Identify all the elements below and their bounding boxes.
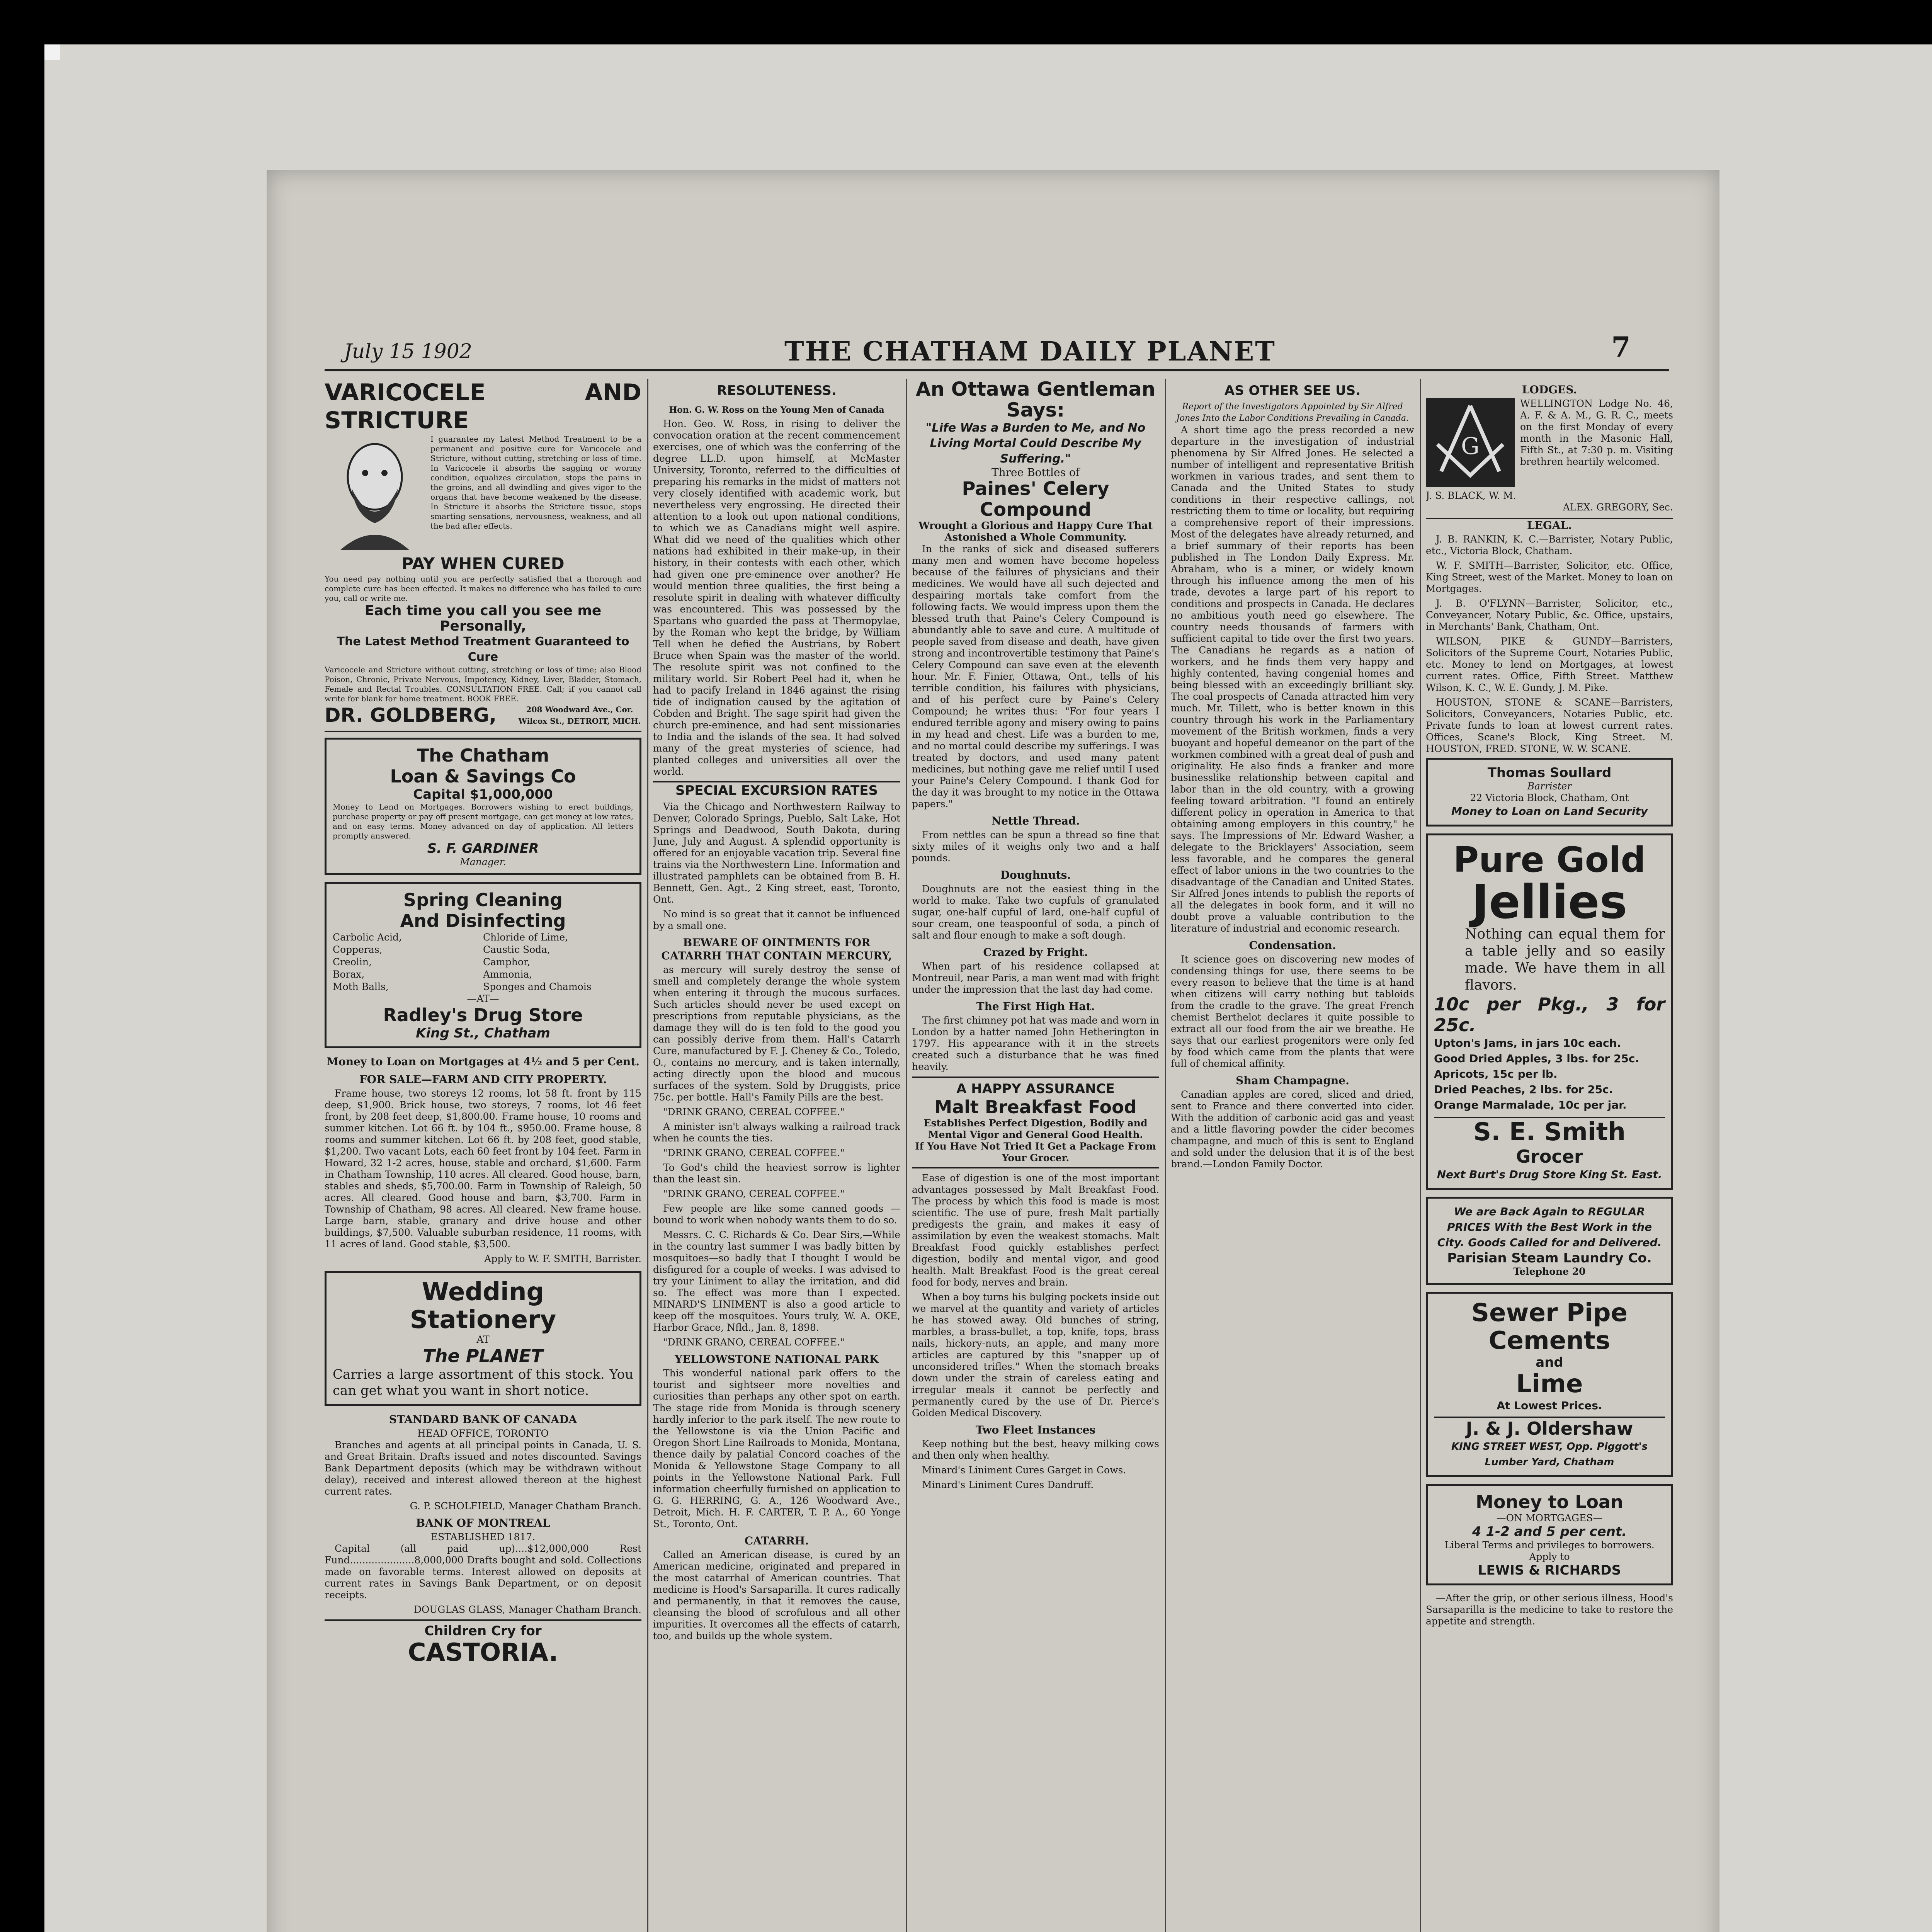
spring-at: —AT— [467,993,499,1004]
smith-address: Next Burt's Drug Store King St. East. [1437,1168,1662,1181]
legal-entry: J. B. O'FLYNN—Barrister, Solicitor, etc., Conveyancer, Notary Public, &c. Office, upstairs, in Merchants' Bank, Chatham, Ont. [1426,598,1673,632]
loan-title-2: Loan & Savings Co [390,766,576,787]
spring-item: Caustic Soda, [483,944,550,955]
wedding-title-2: Stationery [410,1306,556,1334]
laundry-name: Parisian Steam Laundry Co. [1447,1250,1652,1266]
pay-body: You need pay nothing until you are perfectly satisfied that a thorough and complete cure has been effected. It makes no difference who has failed to cure you, call or write me. [325,574,641,603]
bom-head: BANK OF MONTREAL [416,1517,550,1529]
grano-2: "DRINK GRANO, CEREAL COFFEE." [663,1147,845,1158]
column-5 [1426,379,1673,1932]
money-head: Money to Loan [1476,1492,1623,1512]
catarrh-head: CATARRH. [744,1534,809,1547]
money-to-loan-ad [1426,1484,1673,1585]
spring-store: Radley's Drug Store [383,1005,583,1026]
newspaper-page [267,170,1719,1932]
doughnuts-head: Doughnuts. [1000,869,1071,881]
jelly-body: Nothing can equal them for a table jelly and so easily made. We have them in all flavors. [1465,926,1665,993]
loan-title-1: The Chatham [417,745,549,766]
spring-title-2: And Disinfecting [400,910,566,931]
nettle-body: From nettles can be spun a thread so fine that sixty miles of it weighs only two and a half pounds. [912,829,1159,864]
loan-body: Money to Lend on Mortgages. Borrowers wishing to erect buildings, purchase property or pay off present mortgage, can get money at low rates, and on easy terms. Money advanced on day of application. All letters promptly answered. [333,802,633,840]
jelly-title-2: Jellies [1471,876,1628,929]
castoria-line-1: Children Cry for [424,1623,542,1639]
money-sub: —ON MORTGAGES— [1496,1512,1603,1524]
others-head: AS OTHER SEE US. [1224,383,1361,398]
jelly-title-1: Pure Gold [1453,840,1646,880]
grano-3: "DRINK GRANO, CEREAL COFFEE." [663,1188,845,1199]
farm-body: Frame house, two storeys 12 rooms, lot 58 ft. front by 115 deep, $1,900. Brick house, two storeys, 7 rooms, lot 46 feet front, by 208 feet deep, $1,800.00. Frame house, 10 rooms and summer kitchen. Lot 66 ft. by 104 ft., $950.00. Frame house, 8 rooms and summer kitchen. Lot 66 ft. by 208 feet, good stable, $1,200. Two vacant Lots, each 60 feet front by 104 feet. Farm in Howard, 32 1-2 acres, house, stable and orchard, $1,600. Farm in Chatham Township, 110 acres. All cleared. Good house, barn, stables and sheds, $5,700.00. Farm in Township of Raleigh, 50 acres. All cleared. Good house and barn, $3,700. Farm in Township of Chatham, 98 acres. All cleared. New frame house. Large barn, stable, granary and drive house and other buildings, $7,500. Valuable suburban residence, 11 rooms, with 11 acres of land. Good stable, $3,500. [325,1088,641,1250]
loan-manager-name: S. F. GARDINER [427,841,539,856]
varicocele-title: VARICOCELE AND STRICTURE [325,379,641,434]
yellowstone-head: YELLOWSTONE NATIONAL PARK [675,1353,879,1366]
malt-body: Ease of digestion is one of the most important advantages possessed by Malt Breakfast Food. The process by which this food is made is most scientific. The use of pure, fresh Malt partially predigests the grain, and makes it easy of assimilation by even the weakest stomachs. Malt Breakfast Food quickly establishes perfect digestion, bodily and mental vigor, and good health. Malt Breakfast Food is the great cereal food for body, nerves and brain. [912,1172,1159,1288]
spring-item: Carbolic Acid, [333,932,402,943]
excursion-head: SPECIAL EXCURSION RATES [653,781,900,799]
sewer-line-1: Sewer Pipe [1471,1299,1628,1327]
sbc-office: HEAD OFFICE, TORONTO [417,1428,549,1439]
resoluteness-sub: Hon. G. W. Ross on the Young Men of Canada [669,405,884,415]
champagne-body: Canadian apples are cored, sliced and dried, sent to France and there converted into cider. With the addition of carbonic acid gas and yeast and a little flavoring powder the cider becomes champagne, and much of this is sent to England and sold under the delusion that it is of the best brand.—London Family Doctor. [1171,1089,1414,1170]
lodge-sec: ALEX. GREGORY, Sec. [1563,502,1673,513]
spring-location: King St., Chatham [416,1026,550,1041]
loan-savings-ad [325,738,641,875]
jelly-item: Upton's Jams, in jars 10c each. [1434,1037,1621,1049]
grano-body-3: Few people are like some canned goods — bound to work when nobody wants them to do so. [653,1203,900,1226]
dr-address: 208 Woodward Ave., Cor. Wilcox St., DETROIT, MICH. [518,705,641,726]
loan-capital: Capital $1,000,000 [413,787,553,802]
minards-2: Minard's Liniment Cures Dandruff. [922,1479,1094,1490]
soullard-address: 22 Victoria Block, Chatham, Ont [1470,792,1629,803]
legal-entry: HOUSTON, STONE & SCANE—Barristers, Solicitors, Conveyancers, Notaries Public, etc. Private funds to loan at lowest current rates. Offices, Scane's Block, King Street. M. HOUSTON, FRED. STONE, W. W. SCANE. [1426,697,1673,754]
high-hat-body: The first chimney pot hat was made and worn in London by a hatter named John Hetherington in 1797. His appearance with it in the streets created such a disturbance that he was fined heavily. [912,1015,1159,1072]
bom-est: ESTABLISHED 1817. [430,1531,536,1543]
page-number: 7 [1611,330,1631,363]
oke-letter: Messrs. C. C. Richards & Co. Dear Sirs,—While in the country last summer I was badly bitten by mosquitoes—so badly that I thought I would be disfigured for a couple of weeks. I was advised to try your Liniment to allay the irritation, and did so. The effect was more than I expected. MINARD'S LINIMENT is also a good article to keep off the mosquitoes. Yours truly, W. A. OKE, Harbor Grace, Nfld., Jan. 8, 1898. [653,1229,900,1333]
lodges-head: LODGES. [1522,383,1577,396]
doctor-portrait-icon [325,434,425,550]
oldershaw-address: KING STREET WEST, Opp. Piggott's Lumber Yard, Chatham [1451,1441,1648,1468]
paines-sub: Wrought a Glorious and Happy Cure That Astonished a Whole Community. [918,520,1153,543]
varicocele-ad [325,379,641,732]
wedding-title-1: Wedding [422,1278,544,1306]
nettle-head: Nettle Thread. [991,815,1080,827]
lodge-body: WELLINGTON Lodge No. 46, A. F. & A. M., G. R. C., meets on the first Monday of every month in the Masonic Hall, Fifth St., at 7:30 p. m. Visiting brethren heartily welcomed. [1520,398,1673,467]
crazed-head: Crazed by Fright. [983,946,1088,959]
dr-name: DR. GOLDBERG, [325,704,497,726]
legal-entry: W. F. SMITH—Barrister, Solicitor, etc. Office, King Street, west of the Market. Money to loan on Mortgages. [1426,560,1673,594]
column-1 [325,379,641,1932]
soullard-ad [1426,758,1673,827]
soullard-loan: Money to Loan on Land Security [1451,805,1648,818]
smith-title: Grocer [1516,1146,1583,1167]
crazed-body: When part of his residence collapsed at Montreuil, near Paris, a man went mad with fright under the impression that the last day had come. [912,961,1159,995]
masthead: THE CHATHAM DAILY PLANET [784,336,1276,367]
champagne-head: Sham Champagne. [1236,1074,1349,1087]
varicocele-body: I guarantee my Latest Method Treatment to be a permanent and positive cure for Varicocele and Stricture, without cutting, stretching or loss of time. In Varicocele it absorbs the sagging or wormy condition, equalizes circulation, stops the pains in the groins, and all dwindling and gives vigor to the organs that have become weakened by the disease. In Stricture it absorbs the Stricture tissue, stops smarting sensations, nervousness, weakness, and all the bad after effects. [430,434,641,531]
spring-item: Creolin, [333,956,372,968]
others-body: A short time ago the press recorded a new departure in the investigation of industrial phenomena by Sir Alfred Jones. He selected a number of intelligent and representative British workmen in various trades, and sent them to Canada and the United States to study conditions in their respective callings, not restricting them to time or locality, but requiring a comprehensive report of their impressions. Most of the delegates have already returned, and a brief summary of their reports has been published in The London Daily Express. Mr. Abraham, who is a miner, or widely known through his influence among the men of his trade, devotes a large part of his report to conditions and prospects in Canada. He declares no ambitious youth need go elsewhere. The country needs thousands of farmers with sufficient capital to tide over the first two years. The Canadians he regards as a nation of workers, and he finds them very happy and highly contented, having congenial homes and being blessed with an exceedingly brilliant sky. The coal prospects of Canada attracted him very much. Mr. Tillett, who is better known in this country through his work in the Parliamentary movement of the British workmen, finds a very buoyant and hopeful demeanor on the part of the workmen combined with a great deal of push and originality. He also finds a franker and more businesslike relationship between capital and labor than in the old country, with a growing feeling toward arbitration. "I found an entirely different policy in operation in America to that obtaining among employers in this country," he says. The Impressions of Mr. Edward Washer, a delegate to the Bricklayers' Association, seem less favorable, and he compares the general effect of labor unions in the two countries to the disadvantage of the Canadian and United States. Sir Alfred Jones intends to publish the reports of all the delegates in book form, and it will no doubt prove a valuable contribution to the literature of industrial and economic research. [1171,424,1414,934]
pure-gold-jellies-ad [1426,833,1673,1190]
spring-item: Chloride of Lime, [483,932,568,943]
mortgage-head: Money to Loan on Mortgages at 4½ and 5 per Cent. [327,1055,639,1068]
grano-body-1: A minister isn't always walking a railroad track when he counts the ties. [653,1121,900,1144]
mind-body: No mind is so great that it cannot be influenced by a small one. [653,908,900,931]
others-sub: Report of the Investigators Appointed by Sir Alfred Jones Into the Labor Conditions Prevailing in Canada. [1176,402,1409,423]
laundry-body: We are Back Again to REGULAR PRICES With the Best Work in the City. Goods Called for and Delivered. [1437,1205,1662,1249]
oldershaw-name: J. & J. Oldershaw [1434,1417,1665,1439]
frame-corner-tl [44,44,60,60]
soullard-title: Barrister [1527,781,1572,792]
soullard-name: Thomas Soullard [1487,765,1612,781]
grano-4: "DRINK GRANO, CEREAL COFFEE." [663,1337,845,1348]
grano-body-2: To God's child the heaviest sorrow is lighter than the least sin. [653,1162,900,1185]
ottawa-bottles: Three Bottles of [991,466,1080,479]
condensation-body: It science goes on discovering new modes of condensing things for use, there seems to be every reason to believe that the time is at hand when citizens will carry nothing but tabloids from the cradle to the grave. The great French chemist Berthelot declares it quite possible to extract all our food from the air we breathe. He says that our earliest progenitors were only fed by food which came from the plants that were full of chemical affinity. [1171,954,1414,1069]
spring-item: Camphor, [483,956,531,968]
bom-manager: DOUGLAS GLASS, Manager Chatham Branch. [413,1604,641,1615]
yellowstone-body: This wonderful national park offers to the tourist and sightseer more novelties and curiosities than perhaps any other spot on earth. The stage ride from Monida is through scenery hardly inferior to the park itself. The new route to the Yellowstone is via the Union Pacific and Oregon Short Line Railroads to Monida, Montana, thence daily by palatial Concord coaches of the Monida & Yellowstone Stage Company to all points in the Yellowstone National Park. Full information cheerfully furnished on application to G. G. HERRING, G. A., 126 Woodward Ave., Detroit, Mich. H. F. CARTER, T. P. A., 60 Yonge St., Toronto, Ont. [653,1367,900,1529]
wedding-stationery-ad [325,1271,641,1406]
beware-body: as mercury will surely destroy the sense of smell and completely derange the whole system when entering it through the mucous surfaces. Such articles should never be used except on prescriptions from reputable physicians, as the damage they will do is ten fold to the good you can possibly derive from them. Hall's Catarrh Cure, manufactured by F. J. Cheney & Co., Toledo, O., contains no mercury, and is taken internally, acting directly upon the blood and mucous surfaces of the system. Sold by Druggists, price 75c. per bottle. Hall's Family Pills are the best. [653,964,900,1103]
jelly-price: 10c per Pkg., 3 for 25c. [1434,994,1665,1036]
column-separator [647,379,648,1932]
issue-date: July 15 1902 [344,340,472,363]
castoria-line-2: CASTORIA. [408,1638,558,1667]
column-separator [1420,379,1421,1932]
grano-1: "DRINK GRANO, CEREAL COFFEE." [663,1106,845,1117]
sbc-head: STANDARD BANK OF CANADA [389,1413,577,1426]
farm-head: FOR SALE—FARM AND CITY PROPERTY. [359,1073,607,1086]
svg-text:G: G [1461,433,1480,460]
money-terms: Liberal Terms and privileges to borrowers. Apply to [1444,1539,1655,1562]
jelly-item: Orange Marmalade, 10c per jar. [1434,1099,1627,1111]
legal-entry: WILSON, PIKE & GUNDY—Barristers, Solicitors of the Supreme Court, Notaries Public, etc. Money to lend on Mortgages, at lowest current rates. Office, Fifth Street. Matthew Wilson, K. C., W. E. Gundy, J. M. Pike. [1426,636,1673,693]
malt-head: Malt Breakfast Food [934,1097,1137,1117]
column-4 [1171,379,1414,1932]
boys-body: When a boy turns his bulging pockets inside out we marvel at the quantity and variety of articles he has stowed away. Old bunches of string, marbles, a brass-bullet, a top, knife, tops, brass nails, hickory-nuts, an apple, and many more articles are captured by this "snapper up of unconsidered trifles." When the stomach breaks down under the strain of careless eating and irregular meals it cannot be perfectly and permanently cured by the use of Dr. Pierce's Golden Medical Discovery. [912,1291,1159,1418]
wedding-planet: The PLANET [423,1345,543,1366]
wedding-body: Carries a large assortment of this stock. You can get what you want in short notice. [333,1367,633,1398]
jelly-item: Dried Peaches, 2 lbs. for 25c. [1434,1083,1613,1096]
spring-item: Moth Balls, [333,981,389,992]
money-firm: LEWIS & RICHARDS [1478,1563,1621,1578]
ottawa-head: An Ottawa Gentleman Says: [915,379,1156,421]
spring-item: Sponges and Chamois [483,981,592,992]
latest-method-head: The Latest Method Treatment Guaranteed to Cure [337,635,629,664]
latest-method-body: Varicocele and Stricture without cutting, stretching or loss of time; also Blood Poison, Chronic, Private Nervous, Impotency, Kidney, Liver, Bladder, Stomach, Female and Rectal Troubles. CONSULTATION FREE. Call; if you cannot call write for blank for home treatment. BOOK FREE. [325,665,641,703]
malt-sub: Establishes Perfect Digestion, Bodily and Mental Vigor and General Good Health. [923,1117,1148,1140]
excursion-body: Via the Chicago and Northwestern Railway to Denver, Colorado Springs, Pueblo, Salt Lake, Hot Springs and Deadwood, South Dakota, during June, July and August. A splendid opportunity is offered for an enjoyable vacation trip. Several fine trains via the Northwestern Line. Information and illustrated pamphlets can be obtained from B. H. Bennett, Gen. Agt., 2 King street, east, Toronto, Ont. [653,801,900,905]
paines-body: In the ranks of sick and diseased sufferers many men and women have become hopeless because of the failures of physicians and their medicines. We would have all such dejected and despairing mortals take comfort from the following facts. We would impress upon them the blessed truth that Paine's Celery Compound is abundantly able to save and cure. A multitude of people saved from disease and death, have given strong and incontrovertible testimony that Paine's Celery Compound can save even at the eleventh hour. Mr. F. Finier, Ottawa, Ont., tells of his terrible condition, his failures with physicians, and of his perfect cure by Paine's Celery Compound; he writes thus: "For four years I endured terrible agony and misery owing to pains in my head and chest. Life was a burden to me, and no mortal could describe my sufferings. I was treated by doctors, and used many patent medicines, but nothing gave me relief until I used your Paine's Celery Compound. I thank God for the day it was brought to my notice in the Ottawa papers." [912,543,1159,810]
sewer-line-3: and [1536,1355,1563,1370]
sbc-body: Branches and agents at all principal points in Canada, U. S. and Great Britain. Drafts issued and notes discounted. Savings Bank Department deposits (which may be withdrawn without delay), received and interest allowed thereon at the highest current rates. [325,1439,641,1497]
column-separator [906,379,907,1932]
spring-item: Ammonia, [483,969,532,980]
paines-head: Paines' Celery Compound [962,478,1109,520]
column-2 [653,379,900,1932]
column-separator [1165,379,1166,1932]
smith-name: S. E. Smith [1473,1118,1626,1146]
beware-head: BEWARE OF OINTMENTS FOR CATARRH THAT CONTAIN MERCURY, [661,936,892,962]
jelly-item: Good Dried Apples, 3 lbs. for 25c. [1434,1052,1639,1065]
lodge-wm: J. S. BLACK, W. M. [1426,490,1516,501]
legal-entry: J. B. RANKIN, K. C.—Barrister, Notary Public, etc., Victoria Block, Chatham. [1426,534,1673,556]
resoluteness-body: Hon. Geo. W. Ross, in rising to deliver the convocation oration at the recent commencement exercises, one of which was the conferring of the degree LL.D. upon himself, at McMaster University, Toronto, referred to the difficulties of preparing his remarks in the midst of matters not very closely identified with academic work, but nevertheless very engrossing. He directed their attention to a look out upon national conditions, to which we as Canadians might well aspire. What did we need of the qualities which other nations had exhibited in their make-up, in their history, in their contests with each other, which had given one pre-eminence over another? He would mention three qualities, the first being a resolute spirit in dealing with whatever difficulty was encountered. This was possessed by the Spartans who guarded the pass at Thermopylae, by the Roman who kept the bridge, by William Tell when he defied the Austrians, by Robert Bruce when Spain was the master of the world. The resolute spirit was not confined to the military world. Sir Robert Peel had it, when he had to pacify Ireland in 1846 against the rising tide of indignation caused by the agitation of Cobden and Bright. The sage spirit had given the church pre-eminence, and had sent missionaries to India and the islands of the sea. It had solved many of the great mysteries of science, had planted colleges and universities all over the world. [653,418,900,777]
sewer-price: At Lowest Prices. [1497,1399,1602,1412]
each-time-line: Each time you call you see me Personally, [364,603,602,634]
column-3 [912,379,1159,1932]
laundry-phone: Telephone 20 [1513,1266,1586,1277]
spring-items [333,931,633,993]
pay-when-cured: PAY WHEN CURED [401,554,565,573]
spring-item: Borax, [333,969,365,980]
catarrh-body: Called an American disease, is cured by an American medicine, originated and prepared in the most catarrhal of American countries. That medicine is Hood's Sarsaparilla. It cures radically and permanently, in that it removes the cause, cleansing the blood of scrofulous and all other impurities. It overcomes all the effects of catarrh, too, and builds up the whole system. [653,1549,900,1641]
farm-apply: Apply to W. F. SMITH, Barrister. [484,1253,641,1264]
assurance-head: A HAPPY ASSURANCE [956,1081,1115,1097]
sewer-line-2: Cements [1488,1327,1611,1355]
bom-body: Capital (all paid up)....$12,000,000 Rest Fund.....................8,000,000 Drafts bought and sold. Collections made on favorable terms. Interest allowed on deposits at current rates in Savings Bank Department, or on deposit receipts. [325,1543,641,1600]
masthead-rule [325,369,1669,371]
ottawa-quote: "Life Was a Burden to Me, and No Living Mortal Could Describe My Suffering." [925,421,1146,466]
doughnuts-body: Doughnuts are not the easiest thing in the world to make. Take two cupfuls of granulated sugar, one-half cupful of lard, one-half cupful of sour cream, one teaspoonful of soda, a pinch of salt and flour enough to make a soft dough. [912,883,1159,941]
minards-1: Minard's Liniment Cures Garget in Cows. [922,1464,1126,1476]
condensation-head: Condensation. [1249,939,1336,952]
money-rate: 4 1-2 and 5 per cent. [1472,1524,1627,1539]
two-fleet-head: Two Fleet Instances [975,1423,1096,1436]
loan-manager-title: Manager. [460,856,506,867]
keep-body: Keep nothing but the best, heavy milking cows and then only when healthy. [912,1438,1159,1461]
jelly-item: Apricots, 15c per lb. [1434,1068,1558,1080]
grip-body: —After the grip, or other serious illness, Hood's Sarsaparilla is the medicine to take to restore the appetite and strength. [1426,1592,1673,1627]
sewer-line-4: Lime [1516,1370,1583,1398]
high-hat-head: The First High Hat. [976,1000,1095,1013]
masonic-emblem-icon [1426,398,1515,487]
malt-tag: If You Have Not Tried It Get a Package From Your Grocer. [915,1141,1156,1163]
sbc-manager: G. P. SCHOLFIELD, Manager Chatham Branch. [410,1500,641,1512]
spring-title-1: Spring Cleaning [403,889,563,910]
wedding-at: AT [476,1334,490,1345]
spring-cleaning-ad [325,882,641,1048]
legal-head: LEGAL. [1426,518,1673,532]
sewer-pipe-ad [1426,1292,1673,1477]
resoluteness-head: RESOLUTENESS. [717,383,837,398]
laundry-ad [1426,1197,1673,1285]
spring-item: Copperas, [333,944,383,955]
